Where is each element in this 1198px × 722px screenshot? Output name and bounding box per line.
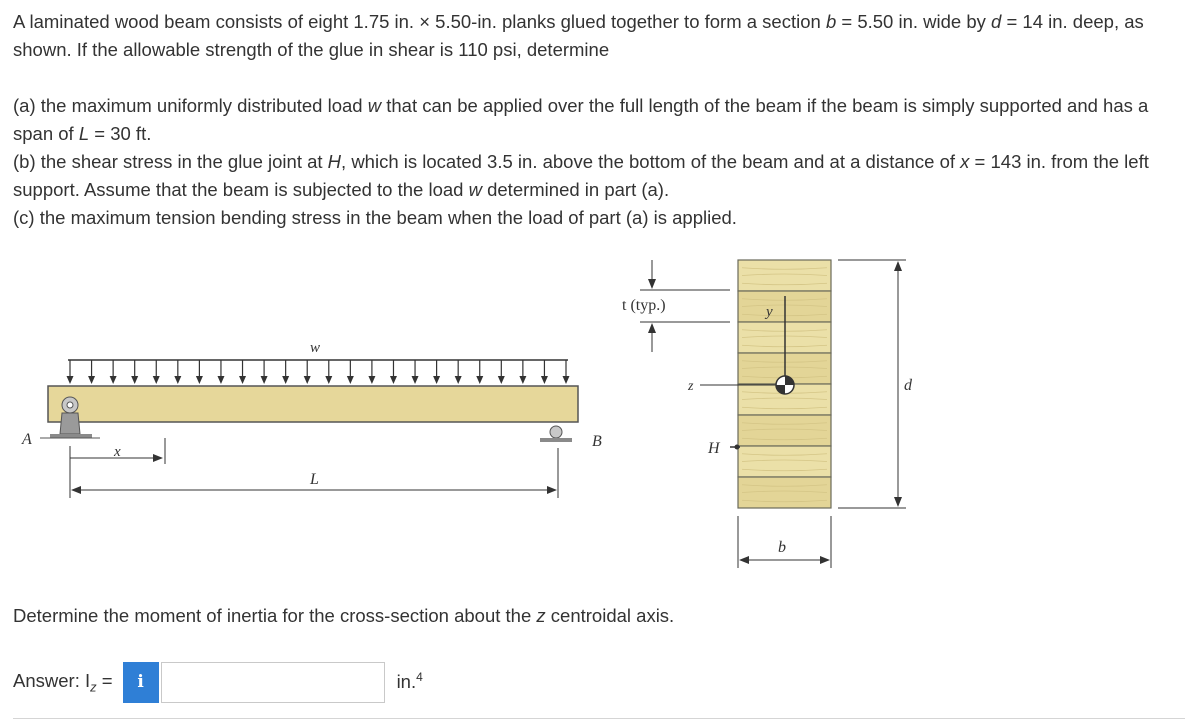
- beam-figure: [0, 248, 1198, 588]
- label-b: b: [778, 539, 786, 556]
- label-y: y: [766, 304, 773, 320]
- load-arrow-head: [498, 376, 505, 384]
- load-arrow-head: [325, 376, 332, 384]
- plank: [738, 477, 831, 508]
- bottom-divider: [13, 718, 1185, 719]
- label-A: A: [22, 431, 32, 448]
- label-B: B: [592, 433, 602, 450]
- plank: [738, 446, 831, 477]
- part-c: (c) the maximum tension bending stress in the beam when the load of part (a) is applied.: [13, 207, 737, 228]
- load-arrow-head: [368, 376, 375, 384]
- question-text: Determine the moment of inertia for the cross-section about the z centroidal axis.: [13, 605, 675, 626]
- plank: [738, 260, 831, 291]
- load-arrow-head: [239, 376, 246, 384]
- load-arrow-head: [476, 376, 483, 384]
- label-z: z: [688, 379, 694, 394]
- part-b: (b) the shear stress in the glue joint at H, which is located 3.5 in. above the bottom of the beam and at a distance of x = 143 in. from the left support. Assume that the beam is subjected to the load w determined in part (a).: [13, 151, 1149, 200]
- load-arrow-head: [519, 376, 526, 384]
- load-arrow-head: [347, 376, 354, 384]
- load-arrow-head: [433, 376, 440, 384]
- label-d: d: [904, 377, 912, 394]
- answer-label: Answer: $I_z$ =: [13, 669, 113, 695]
- part-a: (a) the maximum uniformly distributed load w that can be applied over the full length of the beam if the beam is simply supported and has a span of L = 30 ft.: [13, 95, 1149, 144]
- label-H: H: [708, 440, 720, 457]
- load-arrow-head: [390, 376, 397, 384]
- load-arrow-head: [174, 376, 181, 384]
- load-arrows: [67, 360, 570, 384]
- roller-support-right: [540, 426, 572, 442]
- load-arrow-head: [217, 376, 224, 384]
- plank: [738, 415, 831, 446]
- label-t-typ: t (typ.): [622, 297, 666, 314]
- load-arrow-head: [196, 376, 203, 384]
- load-arrow-head: [67, 376, 74, 384]
- beam-body: [48, 386, 578, 422]
- centroid-marker: [776, 376, 794, 394]
- load-arrow-head: [88, 376, 95, 384]
- unit-label: in.$^4$: [396, 670, 423, 693]
- load-arrow-head: [412, 376, 419, 384]
- label-L: L: [310, 471, 319, 488]
- beam-diagram: [0, 248, 1198, 588]
- load-arrow-head: [110, 376, 117, 384]
- label-x: x: [114, 444, 121, 460]
- load-arrow-head: [455, 376, 462, 384]
- load-arrow-head: [563, 376, 570, 384]
- info-icon[interactable]: i: [123, 662, 159, 703]
- label-w: w: [310, 340, 321, 356]
- problem-statement: [13, 8, 1188, 232]
- load-arrow-head: [541, 376, 548, 384]
- load-arrow-head: [304, 376, 311, 384]
- problem-intro: A laminated wood beam consists of eight 1.75 in. × 5.50-in. planks glued together to form a section b = 5.50 in. wide by d = 14 in. deep, as shown. If the allowable strength of the glue in shear is 110 psi, determine: [13, 11, 1144, 60]
- load-arrow-head: [153, 376, 160, 384]
- answer-row: [13, 660, 423, 704]
- load-arrow-head: [261, 376, 268, 384]
- answer-input[interactable]: [161, 662, 385, 703]
- load-arrow-head: [282, 376, 289, 384]
- load-arrow-head: [131, 376, 138, 384]
